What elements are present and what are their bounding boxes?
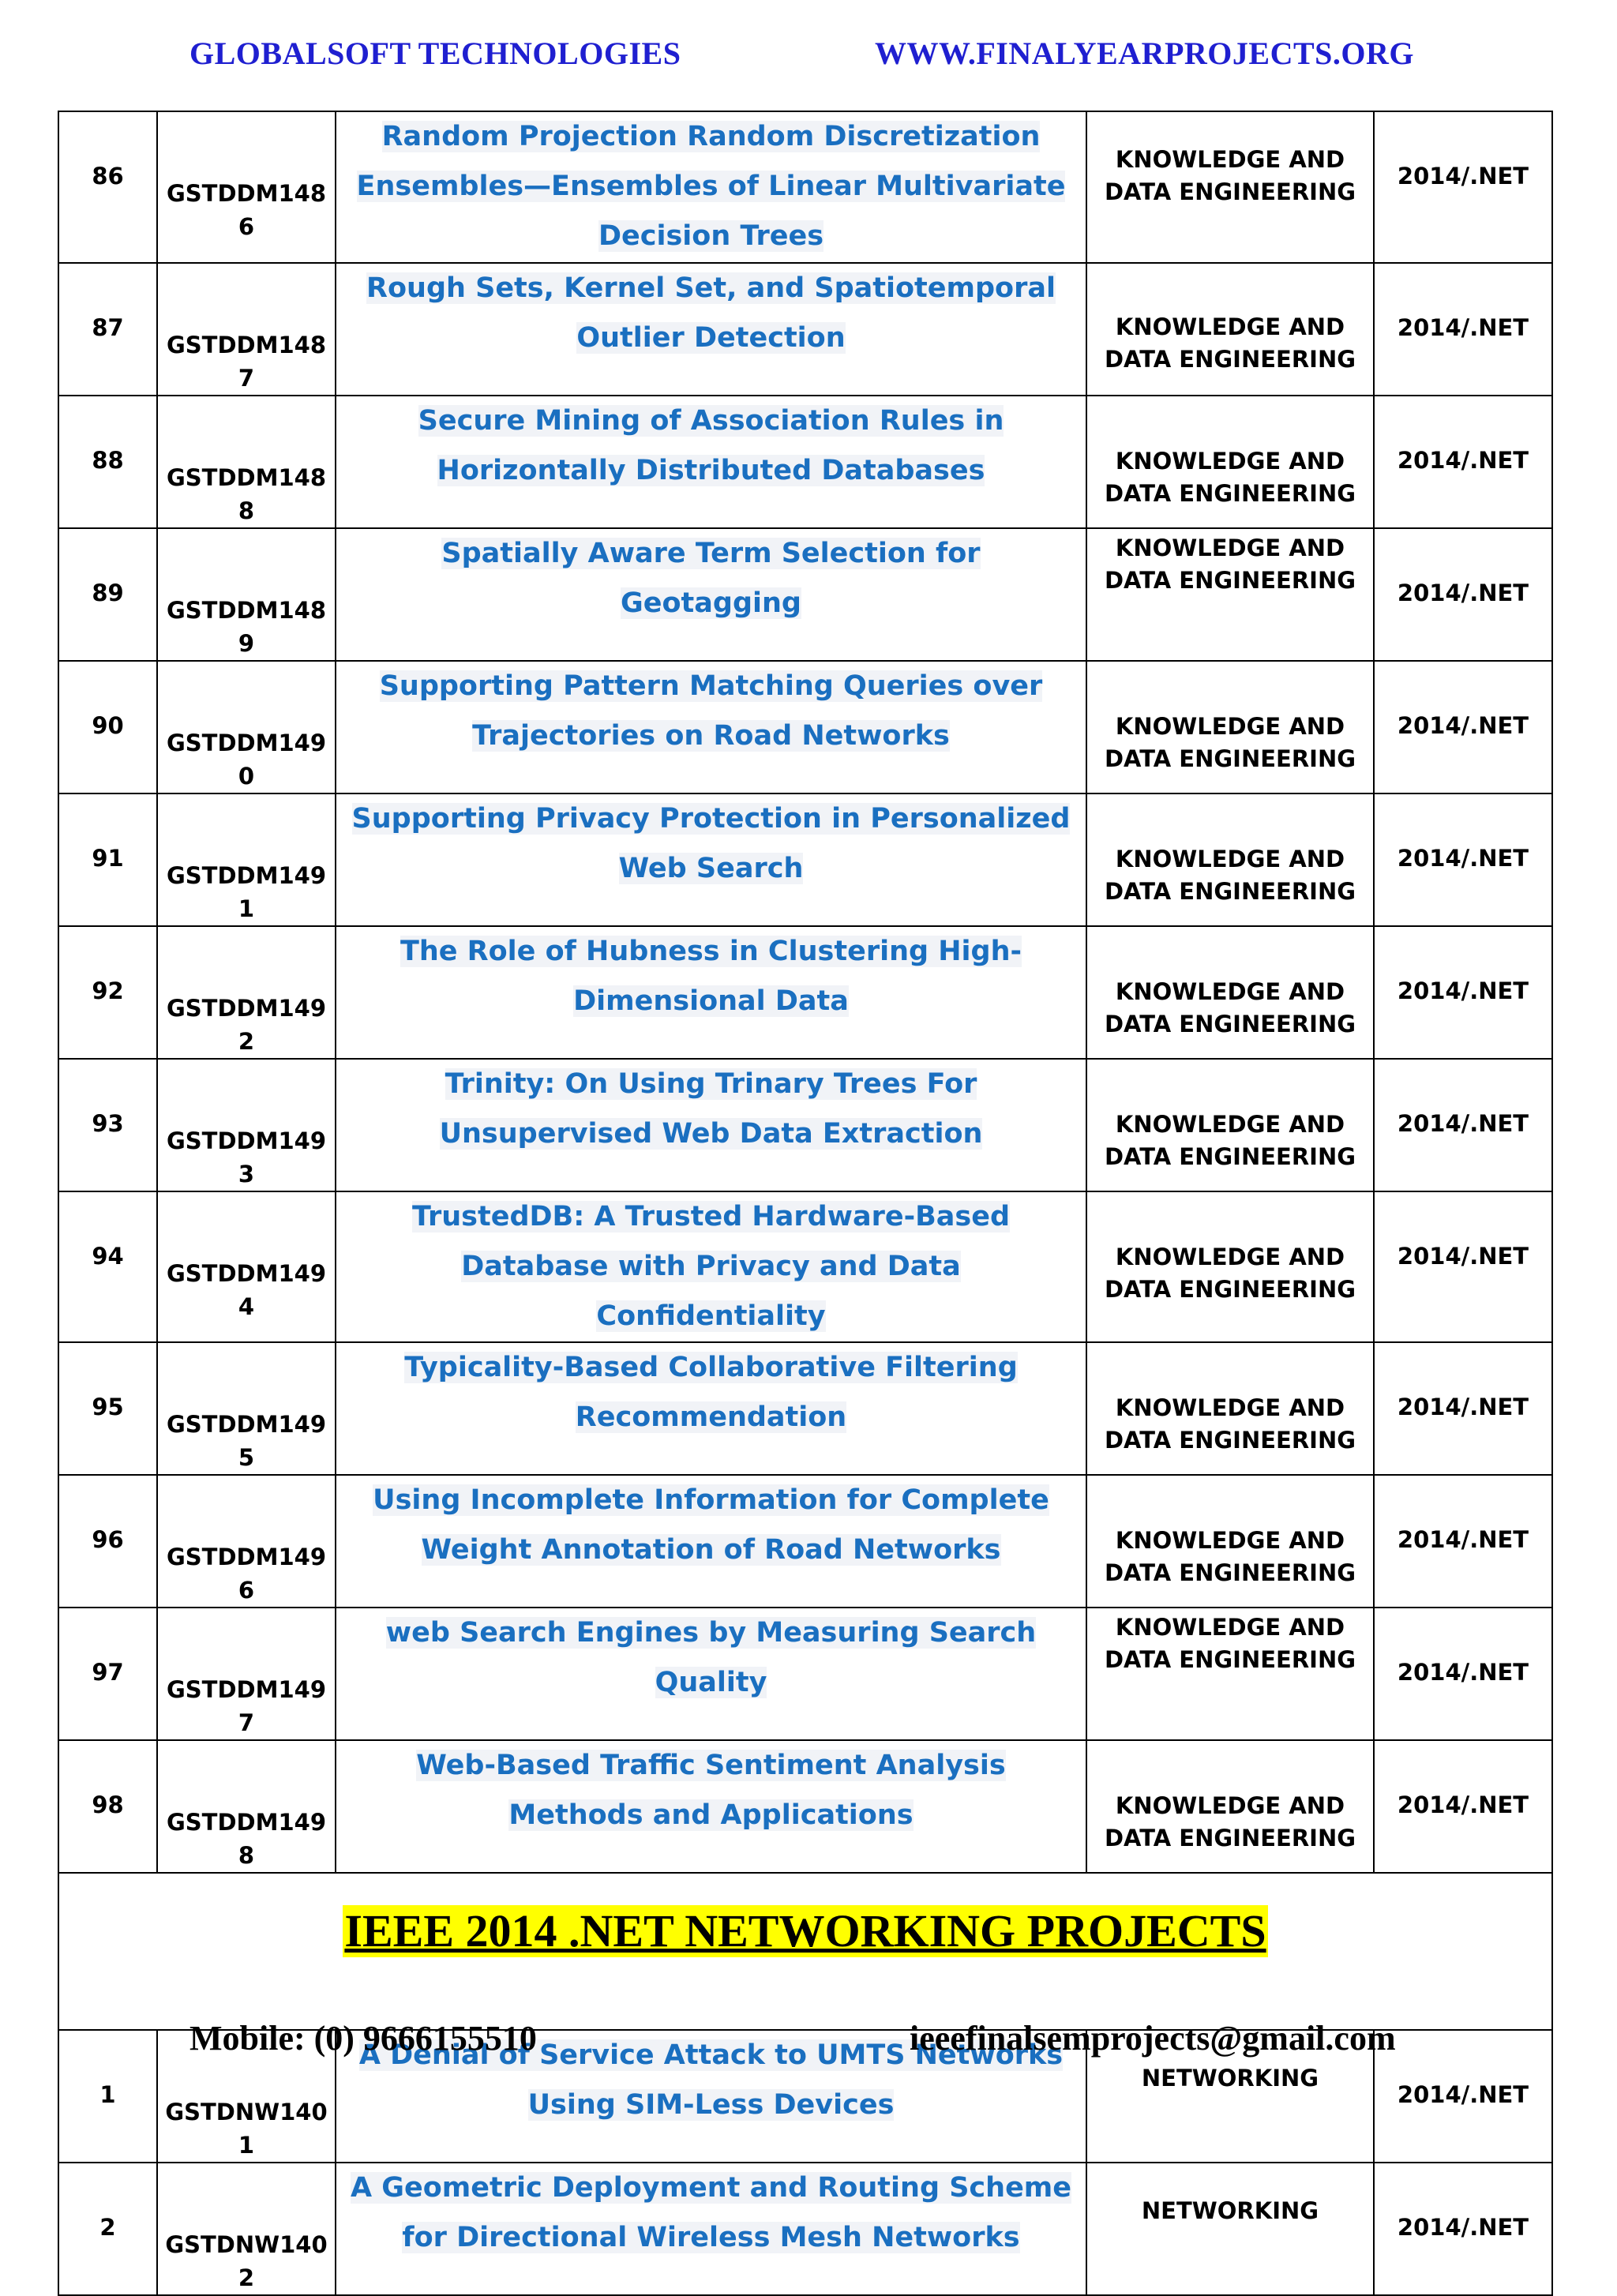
project-code: GSTDNW140 1 [165, 2099, 328, 2159]
project-title-cell [336, 396, 1086, 528]
project-domain-cell [1086, 263, 1374, 396]
project-domain-cell [1086, 528, 1374, 661]
serial-number-cell: 98 [58, 1740, 157, 1873]
project-code: GSTDDM149 2 [166, 995, 326, 1055]
project-title-cell [336, 1475, 1086, 1608]
project-domain-cell [1086, 1191, 1374, 1342]
project-domain: NETWORKING [1141, 2065, 1319, 2092]
project-title: Secure Mining of Association Rules in Horizontally Distributed Databases [418, 405, 1004, 486]
project-code: GSTDDM149 3 [166, 1127, 326, 1187]
project-domain-cell [1086, 1342, 1374, 1475]
project-title: The Role of Hubness in Clustering High-Dimensional Data [400, 936, 1022, 1017]
project-code: GSTDDM149 0 [166, 730, 326, 790]
table-row [58, 396, 1552, 528]
table-row [58, 661, 1552, 793]
project-code-cell [157, 661, 336, 793]
project-domain: KNOWLEDGE AND DATA ENGINEERING [1104, 1792, 1356, 1851]
project-domain-cell [1086, 1608, 1374, 1740]
project-title-cell [336, 1740, 1086, 1873]
project-code-cell [157, 1342, 336, 1475]
project-code: GSTDNW140 2 [165, 2231, 328, 2291]
project-title: Supporting Privacy Protection in Personalized Web Search [351, 803, 1071, 884]
table-row [58, 263, 1552, 396]
project-year-cell: 2014/.NET [1374, 661, 1552, 793]
project-code: GSTDDM148 9 [166, 597, 326, 657]
project-title-cell [336, 661, 1086, 793]
project-title: Web-Based Traffic Sentiment Analysis Methods and Applications [416, 1750, 1006, 1831]
project-title-cell [336, 1059, 1086, 1191]
serial-number-cell: 94 [58, 1191, 157, 1342]
company-name: GLOBALSOFT TECHNOLOGIES [189, 36, 681, 71]
project-title-cell [336, 263, 1086, 396]
project-domain-cell [1086, 661, 1374, 793]
serial-number-cell: 87 [58, 263, 157, 396]
project-title: Random Projection Random Discretization Ensembles—Ensembles of Linear Multivariate Decision Trees [356, 121, 1066, 252]
serial-number-cell: 88 [58, 396, 157, 528]
project-year-cell: 2014/.NET [1374, 1191, 1552, 1342]
project-code-cell [157, 2163, 336, 2295]
table-row [58, 926, 1552, 1059]
footer-mobile: Mobile: (0) 9666155510 [189, 2019, 537, 2058]
project-domain-cell [1086, 793, 1374, 926]
project-domain: KNOWLEDGE AND DATA ENGINEERING [1104, 713, 1356, 772]
project-domain-cell [1086, 926, 1374, 1059]
serial-number-cell: 95 [58, 1342, 157, 1475]
project-code-cell [157, 1740, 336, 1873]
table-row [58, 528, 1552, 661]
project-domain: KNOWLEDGE AND DATA ENGINEERING [1104, 1111, 1356, 1170]
serial-number-cell: 91 [58, 793, 157, 926]
project-code: GSTDDM148 8 [166, 464, 326, 524]
project-title-cell [336, 1191, 1086, 1342]
serial-number-cell: 92 [58, 926, 157, 1059]
project-domain: KNOWLEDGE AND DATA ENGINEERING [1104, 313, 1356, 373]
serial-number-cell: 97 [58, 1608, 157, 1740]
project-code-cell [157, 111, 336, 263]
project-title: Spatially Aware Term Selection for Geotagging [441, 538, 981, 619]
project-domain: KNOWLEDGE AND DATA ENGINEERING [1104, 535, 1356, 594]
table-row [58, 1740, 1552, 1873]
project-code: GSTDDM149 1 [166, 862, 326, 922]
project-code-cell [157, 926, 336, 1059]
project-year-cell: 2014/.NET [1374, 793, 1552, 926]
project-code: GSTDDM149 6 [166, 1544, 326, 1604]
project-title: A Geometric Deployment and Routing Scheme for Directional Wireless Mesh Networks [350, 2172, 1072, 2253]
project-title: TrustedDB: A Trusted Hardware-Based Database with Privacy and Data Confidentiality [411, 1201, 1011, 1332]
project-title: web Search Engines by Measuring Search Quality [385, 1617, 1037, 1698]
project-domain-cell [1086, 111, 1374, 263]
page-header [0, 35, 1617, 82]
project-domain-cell [1086, 1059, 1374, 1191]
project-domain: KNOWLEDGE AND DATA ENGINEERING [1104, 1527, 1356, 1586]
project-domain-cell [1086, 1475, 1374, 1608]
project-domain: KNOWLEDGE AND DATA ENGINEERING [1104, 448, 1356, 507]
table-row [58, 1059, 1552, 1191]
project-year-cell: 2014/.NET [1374, 1342, 1552, 1475]
serial-number-cell: 90 [58, 661, 157, 793]
table-row [58, 793, 1552, 926]
project-year-cell: 2014/.NET [1374, 926, 1552, 1059]
project-domain: KNOWLEDGE AND DATA ENGINEERING [1104, 1614, 1356, 1673]
project-domain-cell [1086, 1740, 1374, 1873]
project-table [58, 111, 1553, 2296]
project-year-cell: 2014/.NET [1374, 2163, 1552, 2295]
table-row [58, 1475, 1552, 1608]
serial-number-cell: 2 [58, 2163, 157, 2295]
serial-number-cell: 1 [58, 2030, 157, 2163]
project-domain: KNOWLEDGE AND DATA ENGINEERING [1104, 978, 1356, 1037]
project-code-cell [157, 1059, 336, 1191]
project-code-cell [157, 1191, 336, 1342]
project-code-cell [157, 1608, 336, 1740]
table-row [58, 1191, 1552, 1342]
project-domain-cell [1086, 2163, 1374, 2295]
project-year-cell: 2014/.NET [1374, 2030, 1552, 2163]
project-code-cell [157, 528, 336, 661]
project-code: GSTDDM149 8 [166, 1809, 326, 1869]
serial-number-cell: 89 [58, 528, 157, 661]
project-year-cell: 2014/.NET [1374, 1740, 1552, 1873]
project-year-cell: 2014/.NET [1374, 263, 1552, 396]
section-banner: IEEE 2014 .NET NETWORKING PROJECTS [344, 1905, 1266, 1956]
project-title-cell [336, 2163, 1086, 2295]
serial-number-cell: 86 [58, 111, 157, 263]
project-year-cell: 2014/.NET [1374, 111, 1552, 263]
project-title-cell [336, 1608, 1086, 1740]
project-domain: KNOWLEDGE AND DATA ENGINEERING [1104, 846, 1356, 905]
project-year-cell: 2014/.NET [1374, 528, 1552, 661]
project-code: GSTDDM148 6 [166, 180, 326, 240]
table-row [58, 1342, 1552, 1475]
project-title-cell [336, 926, 1086, 1059]
section-banner-cell [58, 1873, 1552, 2030]
project-year-cell: 2014/.NET [1374, 1059, 1552, 1191]
project-title: Using Incomplete Information for Complete Weight Annotation of Road Networks [373, 1484, 1049, 1566]
table-row [58, 111, 1552, 263]
serial-number-cell: 93 [58, 1059, 157, 1191]
project-title: Rough Sets, Kernel Set, and Spatiotemporal Outlier Detection [366, 272, 1056, 354]
project-domain-cell [1086, 396, 1374, 528]
project-domain: NETWORKING [1141, 2197, 1319, 2224]
serial-number-cell: 96 [58, 1475, 157, 1608]
project-title-cell [336, 528, 1086, 661]
project-title: A Denial of Service Attack to UMTS Networks Using SIM-Less Devices [358, 2039, 1064, 2121]
project-title-cell [336, 793, 1086, 926]
project-year-cell: 2014/.NET [1374, 396, 1552, 528]
project-domain: KNOWLEDGE AND DATA ENGINEERING [1104, 1394, 1356, 1454]
website-url: WWW.FINALYEARPROJECTS.ORG [875, 36, 1414, 71]
project-code-cell [157, 1475, 336, 1608]
project-title: Supporting Pattern Matching Queries over Trajectories on Road Networks [379, 670, 1043, 752]
section-banner-row [58, 1873, 1552, 2030]
table-row [58, 2163, 1552, 2295]
project-code: GSTDDM149 5 [166, 1411, 326, 1471]
footer-email: ieeefinalsemprojects@gmail.com [910, 2019, 1396, 2058]
project-code-cell [157, 263, 336, 396]
project-title-cell [336, 111, 1086, 263]
project-title: Typicality-Based Collaborative Filtering Recommendation [404, 1352, 1018, 1433]
project-code: GSTDDM149 7 [166, 1676, 326, 1736]
project-domain: KNOWLEDGE AND DATA ENGINEERING [1104, 1244, 1356, 1303]
project-title: Trinity: On Using Trinary Trees For Unsupervised Web Data Extraction [439, 1068, 983, 1150]
project-year-cell: 2014/.NET [1374, 1608, 1552, 1740]
project-year-cell: 2014/.NET [1374, 1475, 1552, 1608]
project-code-cell [157, 793, 336, 926]
project-domain: KNOWLEDGE AND DATA ENGINEERING [1104, 146, 1356, 205]
project-code-cell [157, 396, 336, 528]
project-code: GSTDDM148 7 [166, 332, 326, 392]
project-title-cell [336, 1342, 1086, 1475]
project-code: GSTDDM149 4 [166, 1260, 326, 1320]
table-row [58, 1608, 1552, 1740]
